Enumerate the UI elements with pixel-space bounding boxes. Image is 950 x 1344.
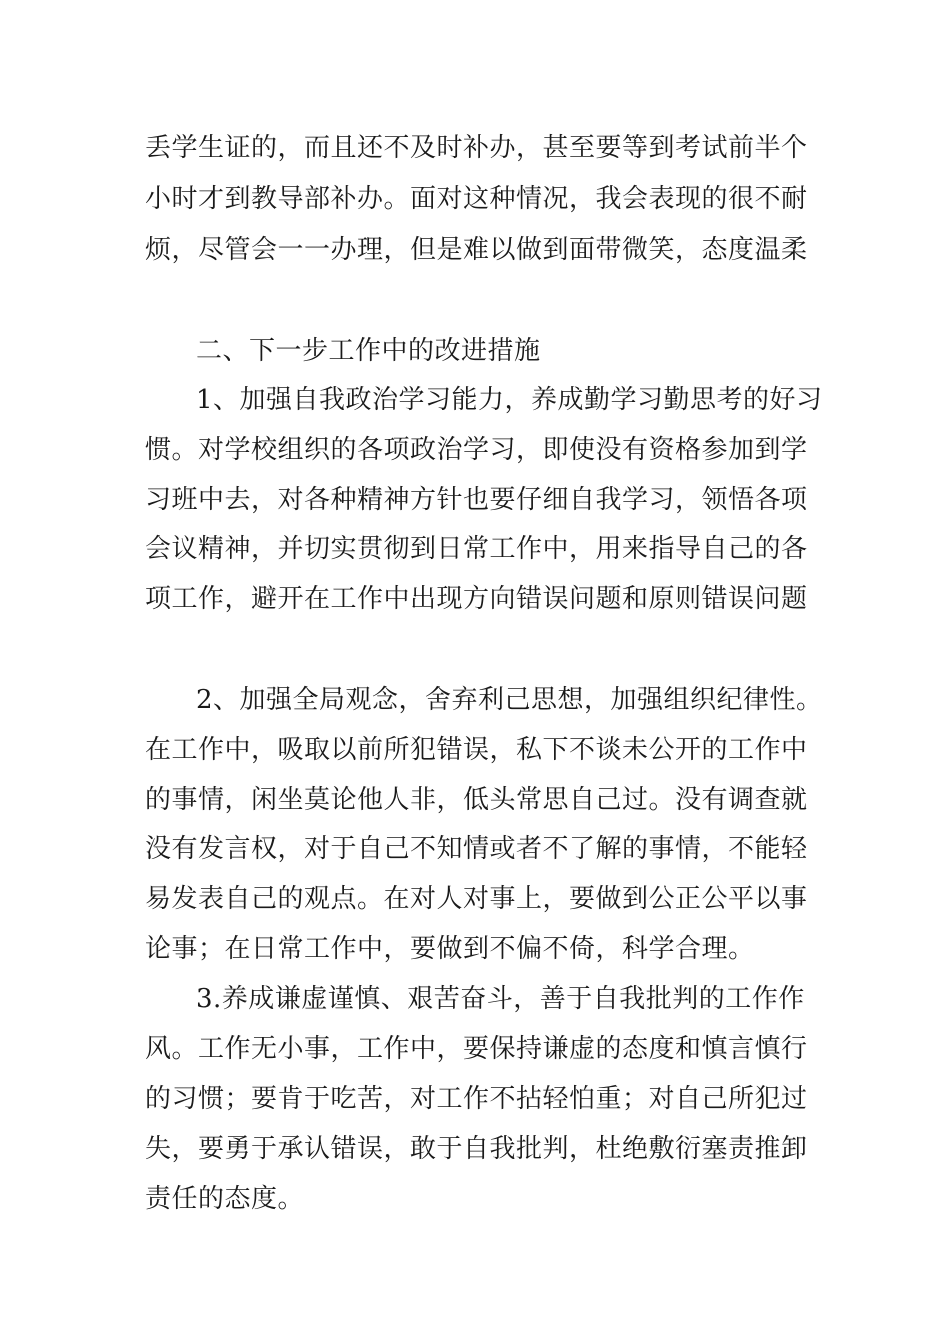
paragraph-line: 在工作中，吸取以前所犯错误，私下不谈未公开的工作中 xyxy=(145,735,808,765)
paragraph-line: 3.养成谦虚谨慎、艰苦奋斗，善于自我批判的工作作 xyxy=(196,984,805,1014)
paragraph-line: 丢学生证的，而且还不及时补办，甚至要等到考试前半个 xyxy=(145,133,808,163)
paragraph-line: 风。工作无小事，工作中，要保持谦虚的态度和慎言慎行 xyxy=(145,1034,808,1064)
paragraph-line: 论事；在日常工作中，要做到不偏不倚，科学合理。 xyxy=(145,934,755,964)
paragraph-line: 1、加强自我政治学习能力，养成勤学习勤思考的好习 xyxy=(196,385,823,415)
paragraph-line: 的习惯；要肯于吃苦，对工作不拈轻怕重；对自己所犯过 xyxy=(145,1084,808,1114)
section-heading: 二、下一步工作中的改进措施 xyxy=(196,336,541,366)
paragraph-line: 小时才到教导部补办。面对这种情况，我会表现的很不耐 xyxy=(145,184,808,214)
paragraph-line: 易发表自己的观点。在对人对事上，要做到公正公平以事 xyxy=(145,884,808,914)
paragraph-line: 2、加强全局观念，舍弃利己思想，加强组织纪律性。 xyxy=(196,685,823,715)
paragraph-line: 烦，尽管会一一办理，但是难以做到面带微笑，态度温柔 xyxy=(145,235,808,265)
paragraph-line: 习班中去，对各种精神方针也要仔细自我学习，领悟各项 xyxy=(145,485,808,515)
paragraph-line: 的事情，闲坐莫论他人非，低头常思自己过。没有调查就 xyxy=(145,785,808,815)
paragraph-line: 项工作，避开在工作中出现方向错误问题和原则错误问题 xyxy=(145,584,808,614)
paragraph-line: 没有发言权，对于自己不知情或者不了解的事情，不能轻 xyxy=(145,834,808,864)
paragraph-line: 惯。对学校组织的各项政治学习，即使没有资格参加到学 xyxy=(145,435,808,465)
paragraph-line: 失，要勇于承认错误，敢于自我批判，杜绝敷衍塞责推卸 xyxy=(145,1134,808,1164)
paragraph-line: 会议精神，并切实贯彻到日常工作中，用来指导自己的各 xyxy=(145,534,808,564)
paragraph-line: 责任的态度。 xyxy=(145,1184,305,1214)
